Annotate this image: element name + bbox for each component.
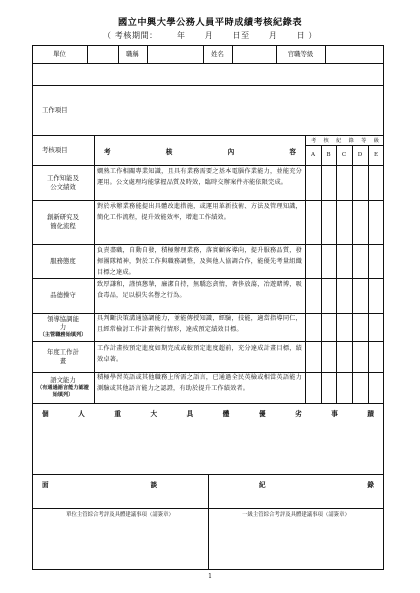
merits-char: 個 [42,410,49,418]
grade-b-header: B [326,152,331,158]
assessment-period [0,30,420,41]
row-content-work-knowledge: 嫻熟工作相關專業知識，且具有業務需要之基本電腦作業能力，並能充分運用。公文處理均能掌握品質及時效，臨時交辦案件亦能依限完成。 [97,168,302,186]
period-day-end: 日 [296,31,306,40]
form-title: 國立中興大學公務人員平時成績考核紀錄表 [117,17,303,28]
merits-heading [42,408,374,418]
rule [94,135,95,403]
grade-a-header: A [310,152,316,158]
interview-char: 談 [150,481,158,489]
grade-header-char: 紀 [336,138,342,144]
period-label: 考核期間： [114,31,158,40]
grade-header-char: 核 [323,138,329,144]
period-year: 年 [176,31,186,40]
row-content-language: 積極學習英語或其他職務上所需之語言，已通過全民英檢或相當英語能力測驗或其他語言能力之認證，有助於提升工作績效者。 [97,374,302,392]
content-header [104,146,296,156]
merits-char: 事 [331,410,338,418]
language-label-note: （有通過語言能力認證始填列） [37,384,89,398]
row-label-innovation: 創新研究及簡化流程 [47,213,79,230]
period-day-to: 日至 [232,31,250,40]
grade-d-header: D [357,152,363,158]
rank-label: 官職等級 [287,49,314,58]
row-label-service-attitude: 服務態度 [50,256,76,265]
grade-header [311,137,379,144]
unit-field[interactable] [87,45,118,63]
grade-e-header: E [373,152,379,158]
rule [368,145,369,403]
interview-heading [42,479,374,489]
content-header-char: 容 [289,148,296,156]
rule [305,135,306,403]
row-content-integrity: 致厚謙和，謹慎懇摯，廉潔自持，無驕恣貪惰，奢侈放蕩，冶遊賭博，吸食毒品，足以損失名譽之行為。 [97,281,302,299]
rule [336,145,337,403]
rule [352,145,353,403]
merits-char: 大 [150,410,158,418]
grade-columns [305,145,384,165]
leadership-label-note: （主管職務始填列） [39,332,87,339]
row-content-innovation: 對於承辦業務能提出具體改進措施，或運用革新技術、方法及管理知識，簡化工作流程，提升效能效率，增進工作績效。 [97,203,302,221]
interview-char: 面 [42,481,49,489]
merits-char: 人 [78,410,85,418]
leadership-label-text: 領導協調能力 [47,314,79,332]
work-item-label: 工作項目 [42,105,68,114]
merits-char: 優 [258,410,266,418]
blank-row [32,63,384,85]
name-field[interactable] [232,45,276,63]
row-label-annual-plan: 年度工作計畫 [47,347,79,365]
content-header-char: 內 [227,148,235,156]
interview-char: 錄 [367,481,374,489]
row-content-service-attitude: 負責盡職，自動自發，積極辦理業務，落實顧客導向，提升服務品質，發揮團隊精神，對於工作與職務調整，及與他人協調合作，能優先考量組織目標之達成。 [97,247,302,276]
period-month-start: 月 [204,31,214,40]
name-label: 姓名 [211,49,224,58]
rule [32,403,384,404]
period-open-paren: （ [103,31,112,40]
work-item-field[interactable] [94,85,384,135]
row-label-work-knowledge: 工作知能及公文績效 [47,173,79,191]
first-level-supervisor-comment-label: 一級主管綜合考評及具體建議事項（請簽章） [242,512,350,519]
unit-label: 單位 [53,49,66,58]
interview-char: 紀 [258,481,266,489]
grade-header-char: 等 [361,138,367,144]
language-label-text: 語文能力 [50,376,76,385]
content-header-char: 核 [165,148,173,156]
grade-header-char: 級 [373,138,379,144]
merits-char: 重 [114,410,121,418]
row-label-integrity: 品德操守 [50,291,76,300]
unit-supervisor-comment-label: 單位主管綜合考評及具體建議事項（請簽章） [66,512,174,519]
job-title-field[interactable] [147,45,203,63]
content-header-char: 考 [104,148,111,156]
page-number: 1 [208,573,212,580]
grade-header-char: 錄 [348,138,354,144]
row-content-leadership: 具判斷決策溝通協調能力，並能傳授知識，經驗，技能，適當指導同仁，且經常檢討工作計畫執行情形，達成預定績效目標。 [97,315,302,333]
grade-header-char: 考 [311,138,317,144]
row-content-annual-plan: 工作計畫按預定進度如期完成或較預定進度超前，充分達成計畫目標，績效卓著。 [97,345,302,363]
merits-char: 具 [186,410,194,418]
rank-field[interactable] [325,45,384,63]
merits-char: 劣 [295,410,302,418]
row-label-leadership [32,313,94,341]
merits-char: 體 [222,410,230,418]
grade-c-header: C [341,152,347,158]
row-label-language [32,372,94,403]
rule [321,145,322,403]
period-close-paren: ） [308,31,317,40]
period-month-end: 月 [268,31,278,40]
assessment-item-header: 考核項目 [42,145,68,154]
job-title-label: 職稱 [126,49,139,58]
merits-char: 蹟 [367,410,374,418]
